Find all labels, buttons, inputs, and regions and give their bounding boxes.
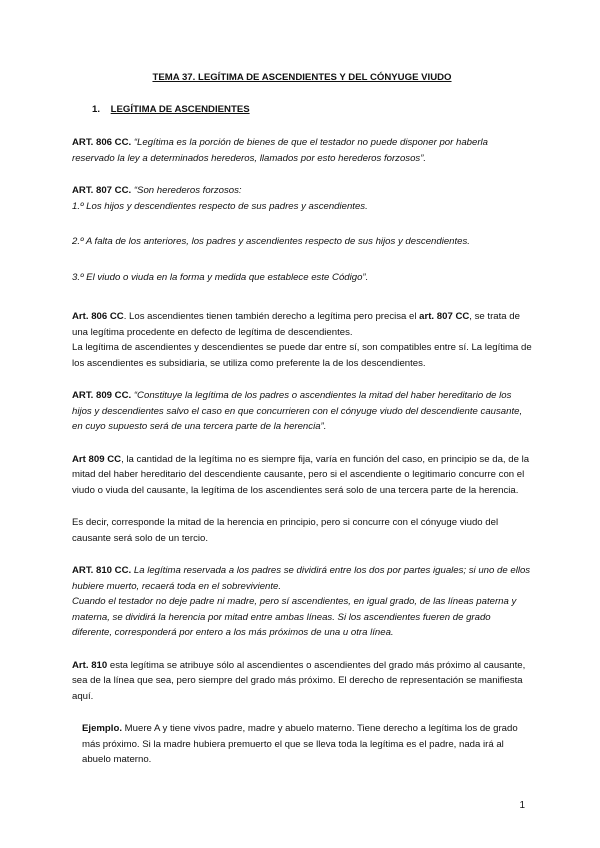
art-807-label: ART. 807 CC. (72, 185, 132, 196)
art-806-quote (72, 135, 532, 166)
art-810-text-2: Cuando el testador no deje padre ni madre, pero sí ascendientes, en igual grado, de las líneas paterna y materna, se dividirá la herencia por mitad entre ambas líneas. Si los ascendientes fueren de grado diferente, corresponderá por entero a los más próximos de una u otra línea. (72, 596, 517, 638)
p810-label: Art. 810 (72, 659, 108, 671)
page-number: 1 (519, 800, 525, 811)
es-decir-text: Es decir, corresponde la mitad de la herencia en principio, pero si concurre con el cónyuge viudo del causante será solo de un tercio. (72, 517, 499, 544)
p806-label-2: art. 807 CC (419, 311, 470, 322)
art-807-item-2: 2.º A falta de los anteriores, los padres y ascendientes respecto de sus hijos y descendientes. (72, 236, 470, 247)
p806-label: Art. 806 CC (72, 311, 124, 322)
art-809-quote (72, 388, 532, 435)
art-807-item-1: 1.º Los hijos y descendientes respecto de sus padres y ascendientes. (72, 200, 368, 212)
paragraph-es-decir (72, 515, 532, 546)
p810-text: esta legítima se atribuye sólo al ascendientes o ascendientes del grado más próximo al causante, sea de la línea que sea, pero siempre del grado más próximo. El derecho de representación se manifiesta aquí. (72, 659, 526, 702)
art-807-intro: “Son herederos forzosos: (133, 185, 242, 196)
art-809-label: ART. 809 CC. (72, 390, 132, 401)
p806-text-3: La legítima de ascendientes y descendientes se puede dar entre sí, son compatibles entre sí. La legítima de los ascendientes es subsidiaria, se utiliza como preferente la de los descendientes. (72, 342, 532, 369)
art-809-text: “Constituye la legítima de los padres o ascendientes la mitad del haber hereditario de los hijos y descendientes salvo el caso en que concurrieren con el cónyuge viudo del descendiente causante, en cuyo supuesto será de una tercera parte de la herencia”. (72, 390, 523, 432)
p806-text-1: . Los ascendientes tienen también derecho a legítima pero precisa el (123, 311, 420, 322)
page-title: TEMA 37. LEGÍTIMA DE ASCENDIENTES Y DEL CÓNYUGE VIUDO (152, 72, 452, 83)
art-807-item-3: 3.º El viudo o viuda en la forma y medida que establece este Código”. (72, 271, 369, 283)
art-807-quote (72, 183, 532, 285)
p809-text: , la cantidad de la legítima no es siempre fija, varía en función del caso, en principio se da, de la mitad del haber hereditario del descendiente causante, pero si el ascendiente o legitimario concurre con el viudo o viuda del causante, la legítima de los ascendientes será solo de una tercera parte de la herencia. (72, 453, 530, 496)
section-number: 1. (92, 103, 101, 115)
section-heading-text: LEGÍTIMA DE ASCENDIENTES (110, 103, 250, 115)
paragraph-art-810 (72, 658, 532, 705)
paragraph-ejemplo (72, 721, 532, 768)
art-810-text-1: La legítima reservada a los padres se dividirá entre los dos por partes iguales; si uno de ellos hubiere muerto, recaerá toda en el sobreviviente. (72, 565, 531, 592)
art-806-text: “Legítima es la porción de bienes de que el testador no puede disponer por haberla reservado la ley a determinados herederos, llamados por esto herederos forzosos”. (72, 137, 489, 164)
paragraph-art-809 (72, 452, 532, 499)
p806-text-2: , se trata de una legítima procedente en defecto de legítima de descendientes. (72, 311, 520, 338)
ejemplo-label: Ejemplo. (82, 723, 122, 734)
p809-label: Art 809 CC (72, 453, 122, 465)
ejemplo-text: Muere A y tiene vivos padre, madre y abuelo materno. Tiene derecho a legítima los de grado más próximo. Si la madre hubiera premuerto el que se lleva toda la legítima es el padre, nada irá al abuelo materno. (82, 723, 518, 765)
art-810-quote (72, 563, 532, 641)
section-heading (92, 102, 532, 118)
paragraph-art-806 (72, 309, 532, 371)
art-806-label: ART. 806 CC. (72, 137, 132, 148)
art-810-label: ART. 810 CC. (72, 565, 132, 576)
page-content (72, 70, 532, 785)
